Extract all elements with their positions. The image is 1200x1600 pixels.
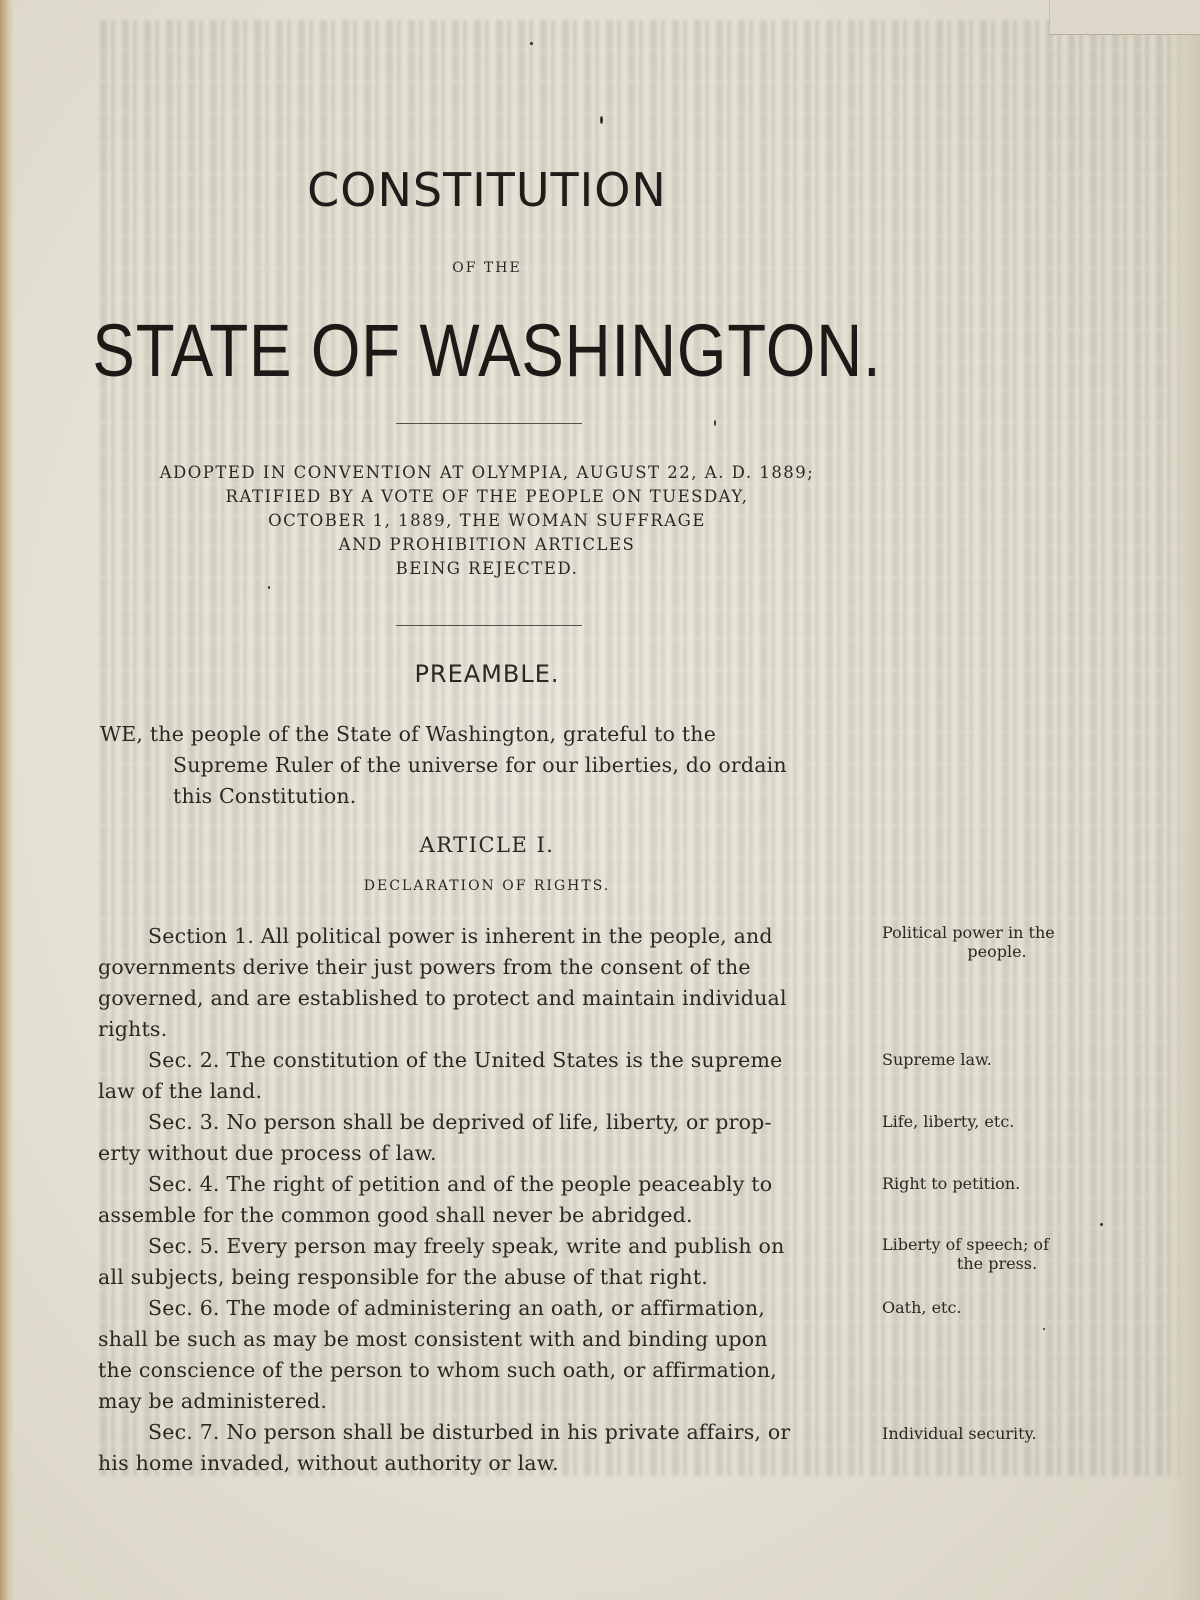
- section-line: law of the land.: [98, 1079, 263, 1103]
- paper-speck: [714, 420, 716, 426]
- margin-note-petition: Right to petition.: [882, 1174, 1021, 1193]
- margin-note-political-power: [882, 923, 1132, 961]
- section-5: [98, 1231, 888, 1293]
- section-1: [98, 921, 888, 1045]
- state-title: STATE OF WASHINGTON.: [92, 309, 882, 392]
- section-line: Sec. 5. Every person may freely speak, write and publish on: [148, 1234, 785, 1258]
- preamble-line: WE, the people of the State of Washington, grateful to the: [100, 722, 717, 746]
- paper-speck: [1043, 1328, 1045, 1330]
- document-title: CONSTITUTION: [307, 163, 667, 217]
- section-3: [98, 1107, 888, 1169]
- section-line: Sec. 3. No person shall be deprived of life, liberty, or prop-: [148, 1110, 772, 1134]
- page-binding-edge: [0, 0, 14, 1600]
- paper-speck: [268, 586, 270, 589]
- preamble-heading: PREAMBLE.: [414, 660, 560, 688]
- margin-note-supreme-law: Supreme law.: [882, 1050, 992, 1069]
- section-2: [98, 1045, 888, 1107]
- section-4: [98, 1169, 888, 1231]
- section-line: may be administered.: [98, 1389, 328, 1413]
- preamble-line: Supreme Ruler of the universe for our liberties, do ordain: [173, 753, 787, 777]
- section-line: the conscience of the person to whom such oath, or affirmation,: [98, 1358, 777, 1382]
- section-line: Sec. 7. No person shall be disturbed in his private affairs, or: [148, 1420, 791, 1444]
- section-line: Sec. 6. The mode of administering an oath, or affirmation,: [148, 1296, 765, 1320]
- adoption-note: [0, 461, 974, 581]
- section-line: his home invaded, without authority or law.: [98, 1451, 559, 1475]
- adoption-line: OCTOBER 1, 1889, THE WOMAN SUFFRAGE: [268, 511, 706, 530]
- section-line: assemble for the common good shall never be abridged.: [98, 1203, 693, 1227]
- section-line: shall be such as may be most consistent with and binding upon: [98, 1327, 768, 1351]
- section-line: governments derive their just powers from the consent of the: [98, 955, 751, 979]
- paper-speck: [1100, 1223, 1103, 1226]
- title-divider: [396, 423, 582, 424]
- margin-note-speech: [882, 1235, 1132, 1273]
- section-divider: [396, 625, 582, 626]
- margin-note-oath: Oath, etc.: [882, 1298, 962, 1317]
- adoption-line: ADOPTED IN CONVENTION AT OLYMPIA, AUGUST 22, A. D. 1889;: [159, 463, 815, 482]
- margin-note-line: Political power in the: [882, 923, 1055, 942]
- paper-speck: [530, 42, 533, 45]
- section-line: Section 1. All political power is inherent in the people, and: [148, 924, 773, 948]
- article-subheading: DECLARATION OF RIGHTS.: [363, 878, 611, 894]
- section-7: [98, 1417, 888, 1479]
- article-heading: ARTICLE I.: [419, 833, 555, 857]
- section-line: erty without due process of law.: [98, 1141, 437, 1165]
- margin-note-security: Individual security.: [882, 1424, 1037, 1443]
- section-line: governed, and are established to protect and maintain individual: [98, 986, 787, 1010]
- adoption-line: AND PROHIBITION ARTICLES: [338, 535, 636, 554]
- paper-speck: [600, 116, 603, 124]
- adjacent-page-corner: [1049, 0, 1200, 35]
- title-connector: OF THE: [452, 260, 522, 276]
- section-line: all subjects, being responsible for the abuse of that right.: [98, 1265, 708, 1289]
- adoption-line: RATIFIED BY A VOTE OF THE PEOPLE ON TUESDAY,: [225, 487, 749, 506]
- section-line: rights.: [98, 1017, 168, 1041]
- margin-note-line: Liberty of speech; of: [882, 1235, 1049, 1254]
- adoption-line: BEING REJECTED.: [395, 559, 579, 578]
- margin-note-life-liberty: Life, liberty, etc.: [882, 1112, 1015, 1131]
- page-right-edge: [1170, 0, 1200, 1600]
- margin-note-line: people.: [967, 942, 1027, 961]
- preamble-line: this Constitution.: [173, 784, 357, 808]
- section-line: Sec. 2. The constitution of the United States is the supreme: [148, 1048, 783, 1072]
- section-line: Sec. 4. The right of petition and of the people peaceably to: [148, 1172, 773, 1196]
- section-6: [98, 1293, 888, 1417]
- preamble-text: [100, 719, 886, 812]
- margin-note-line: the press.: [956, 1254, 1038, 1273]
